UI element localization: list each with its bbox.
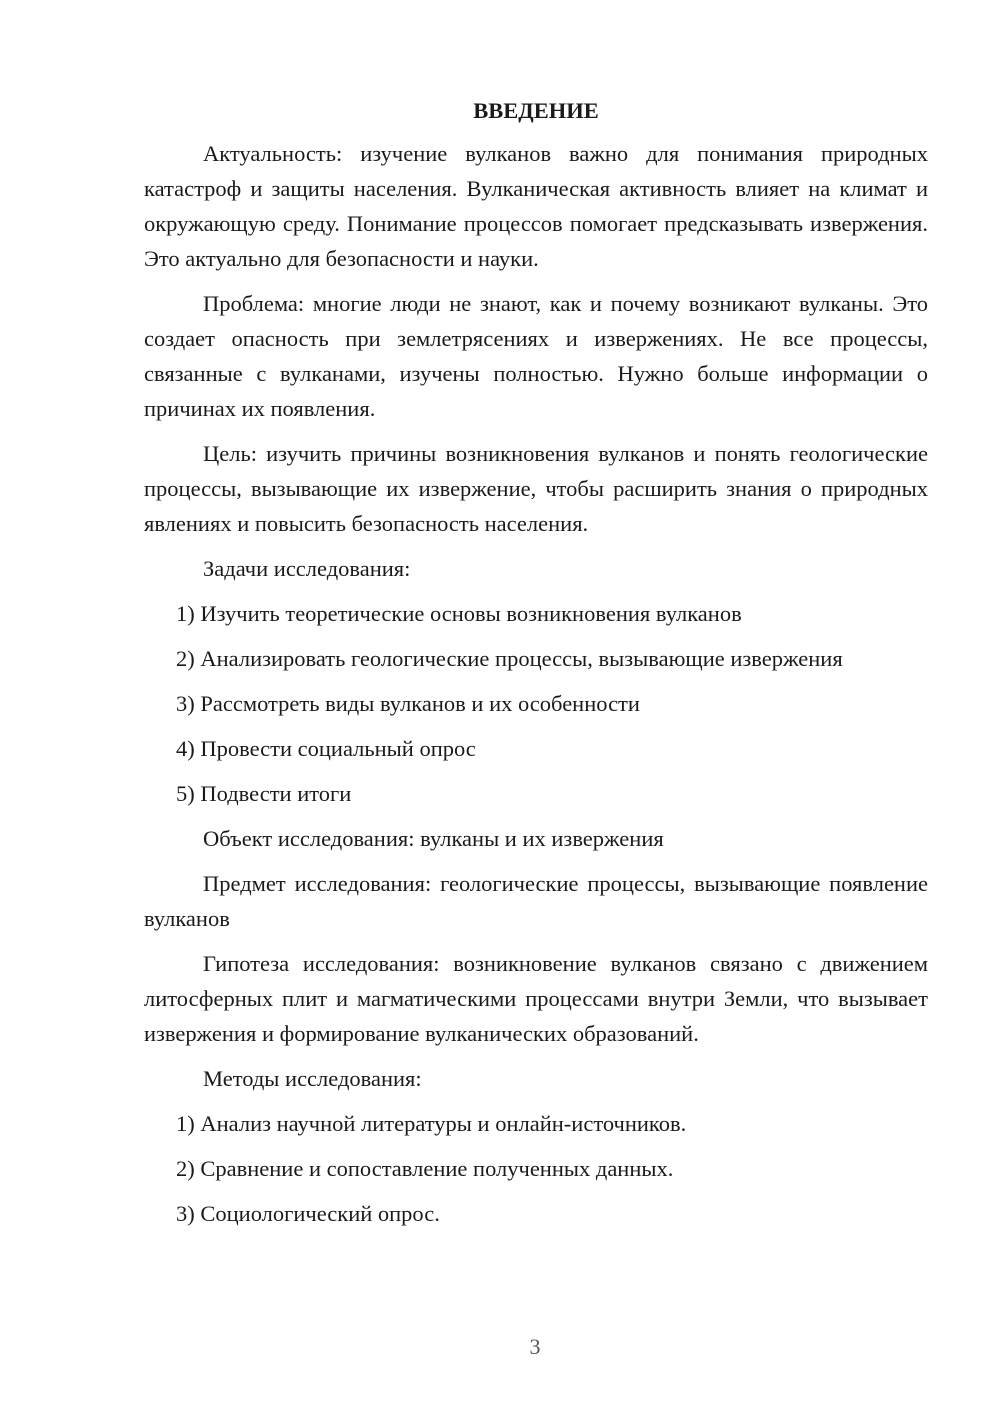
tasks-list [144,596,928,811]
problem-paragraph: Проблема: многие люди не знают, как и почему возникают вулканы. Это создает опасность при землетрясениях и извержениях. Не все процессы, связанные с вулканами, изучены полностью. Нужно больше информации о причинах их появления. [144,291,928,421]
methods-list [144,1106,928,1231]
tasks-heading: Задачи исследования: [203,556,411,581]
section-title: ВВЕДЕНИЕ [473,98,599,123]
list-item: 2) Анализировать геологические процессы, вызывающие извержения [176,646,843,671]
subject-paragraph: Предмет исследования: геологические процессы, вызывающие появление вулканов [144,871,928,931]
relevance-paragraph: Актуальность: изучение вулканов важно для понимания природных катастроф и защиты населения. Вулканическая активность влияет на климат и окружающую среду. Понимание процессов помогает предсказывать извержения. Это актуально для безопасности и науки. [144,141,928,271]
list-item: 3) Социологический опрос. [176,1201,440,1226]
list-item: 3) Рассмотреть виды вулканов и их особенности [176,691,640,716]
list-item: 2) Сравнение и сопоставление полученных данных. [176,1156,674,1181]
page-content [144,96,928,1241]
goal-paragraph: Цель: изучить причины возникновения вулканов и понять геологические процессы, вызывающие их извержение, чтобы расширить знания о природных явлениях и повысить безопасность населения. [144,441,928,536]
methods-heading: Методы исследования: [203,1066,422,1091]
hypothesis-paragraph: Гипотеза исследования: возникновение вулканов связано с движением литосферных плит и магматическими процессами внутри Земли, что вызывает извержения и формирование вулканических образований. [144,951,928,1046]
list-item: 5) Подвести итоги [176,781,352,806]
object-line: Объект исследования: вулканы и их извержения [203,826,664,851]
list-item: 1) Анализ научной литературы и онлайн-источников. [176,1111,687,1136]
list-item: 4) Провести социальный опрос [176,736,476,761]
page-number: 3 [529,1334,541,1359]
list-item: 1) Изучить теоретические основы возникновения вулканов [176,601,742,626]
